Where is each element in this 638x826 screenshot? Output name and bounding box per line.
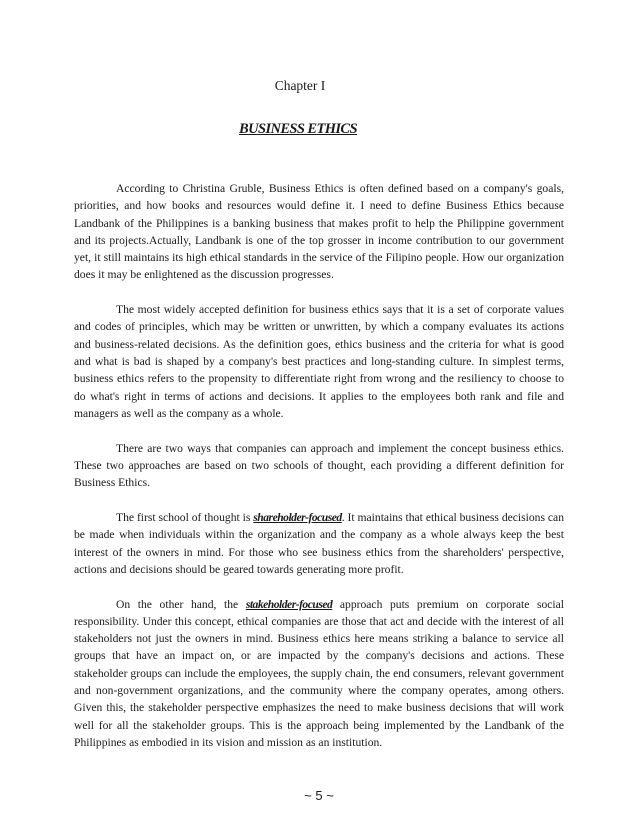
paragraph-4-intro: The first school of thought is <box>116 510 254 524</box>
paragraph-5 <box>74 596 564 752</box>
paragraph-2: The most widely accepted definition for business ethics says that it is a set of corporate values and codes of principles, which may be written or unwritten, by which a company evaluates its actions and business-related decisions. As the definition goes, ethics business and the criteria for what is good and what is bad is shaped by a company's best practices and long-standing culture. In simplest terms, business ethics refers to the propensity to differentiate right from wrong and the resiliency to choose to do what's right in terms of actions and decisions. It applies to the employees both rank and file and managers as well as the company as a whole. <box>74 303 564 420</box>
paragraph-5-intro: On the other hand, the <box>116 597 246 611</box>
shareholder-focused-term: shareholder-focused <box>253 510 342 524</box>
paragraph-1: According to Christina Gruble, Business Ethics is often defined based on a company's goals, priorities, and how books and resources would define it. I need to define Business Ethics because Landbank of the Philippines is a banking business that makes profit to help the Philippine government and its projects.Actually, Landbank is one of the top grosser in income contribution to our government yet, it still maintains its high ethical standards in the service of the Filipino people. How our organization does it may be enlightened as the discussion progresses. <box>74 182 564 282</box>
paragraph-4 <box>74 509 564 578</box>
paragraph-3: There are two ways that companies can approach and implement the concept business ethics. These two approaches are based on two schools of thought, each providing a different definition for Business Ethics. <box>74 441 564 490</box>
chapter-heading: Chapter I <box>274 78 326 93</box>
document-body <box>74 180 564 769</box>
paragraph-4-rest: . It maintains that ethical business decisions can be made when individuals within the organization and the company as a whole always keep the best interest of the owners in mind. For those who see business ethics from the shareholders' perspective, actions and decisions should be geared towards generating more profit. <box>74 510 564 576</box>
stakeholder-focused-term: stakeholder-focused <box>245 597 333 611</box>
page-title: BUSINESS ETHICS <box>239 121 357 137</box>
paragraph-5-rest: approach puts premium on corporate social responsibility. Under this concept, ethical companies are those that act and decide with the interest of all stakeholders not just the owners in mind. Business ethics here means striking a balance to service all groups that have an impact on, or are impacted by the company's decisions and actions. These stakeholder groups can include the employees, the supply chain, the end consumers, relevant government and non-government organizations, and the community where the company operates, among others. Given this, the stakeholder perspective emphasizes the need to make business decisions that will work well for all the stakeholder groups. This is the approach being implemented by the Landbank of the Philippines as embodied in its vision and mission as an institution. <box>74 597 565 749</box>
page-number: ~ 5 ~ <box>304 788 334 803</box>
